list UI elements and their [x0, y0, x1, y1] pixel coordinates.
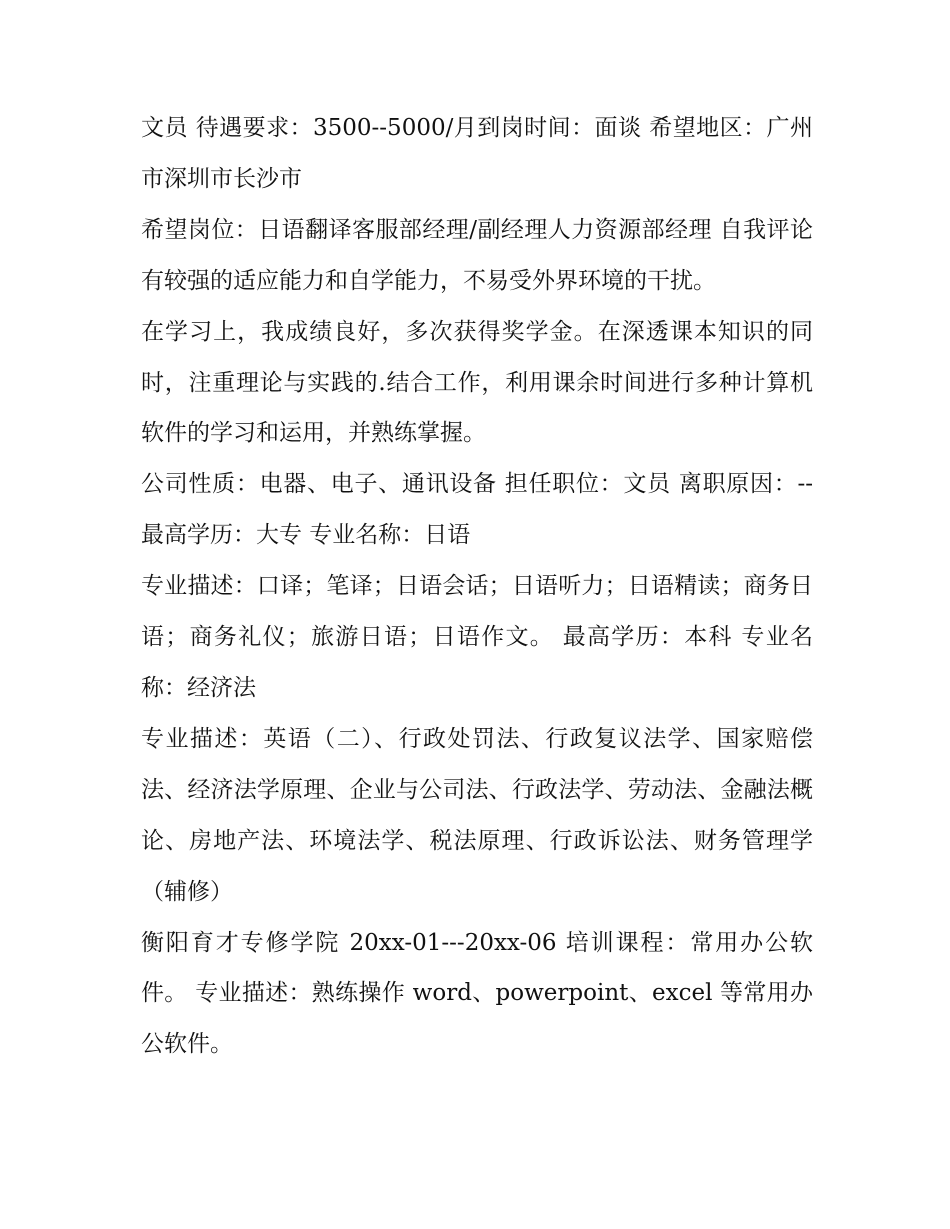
paragraph-job-expectations: 文员 待遇要求：3500--5000/月到岗时间：面谈 希望地区：广州市深圳市长沙市: [141, 115, 813, 192]
document-body: [141, 103, 813, 1070]
paragraph-study-performance: 在学习上，我成绩良好，多次获得奖学金。在深透课本知识的同时，注重理论与实践的.结合工作，利用课余时间进行多种计算机软件的学习和运用，并熟练掌握。: [141, 318, 813, 447]
paragraph-major-description-law: 专业描述：英语（二）、行政处罚法、行政复议法学、国家赔偿法、经济法学原理、企业与公司法、行政法学、劳动法、金融法概论、房地产法、环境法学、税法原理、行政诉讼法、财务管理学（辅修）: [141, 725, 813, 905]
paragraph-work-experience: 公司性质：电器、电子、通讯设备 担任职位：文员 离职原因：-- 最高学历：大专 专业名称：日语: [141, 471, 813, 549]
paragraph-major-description-japanese: 专业描述：口译；笔译；日语会话；日语听力；日语精读；商务日语；商务礼仪；旅游日语；日语作文。 最高学历：本科 专业名称：经济法: [141, 573, 813, 701]
paragraph-desired-position: 希望岗位：日语翻译客服部经理/副经理人力资源部经理 自我评论 有较强的适应能力和自学能力，不易受外界环境的干扰。: [141, 216, 813, 294]
paragraph-training: 衡阳育才专修学院 20xx-01---20xx-06 培训课程：常用办公软件。 专业描述：熟练操作 word、powerpoint、excel 等常用办公软件。: [141, 929, 813, 1058]
